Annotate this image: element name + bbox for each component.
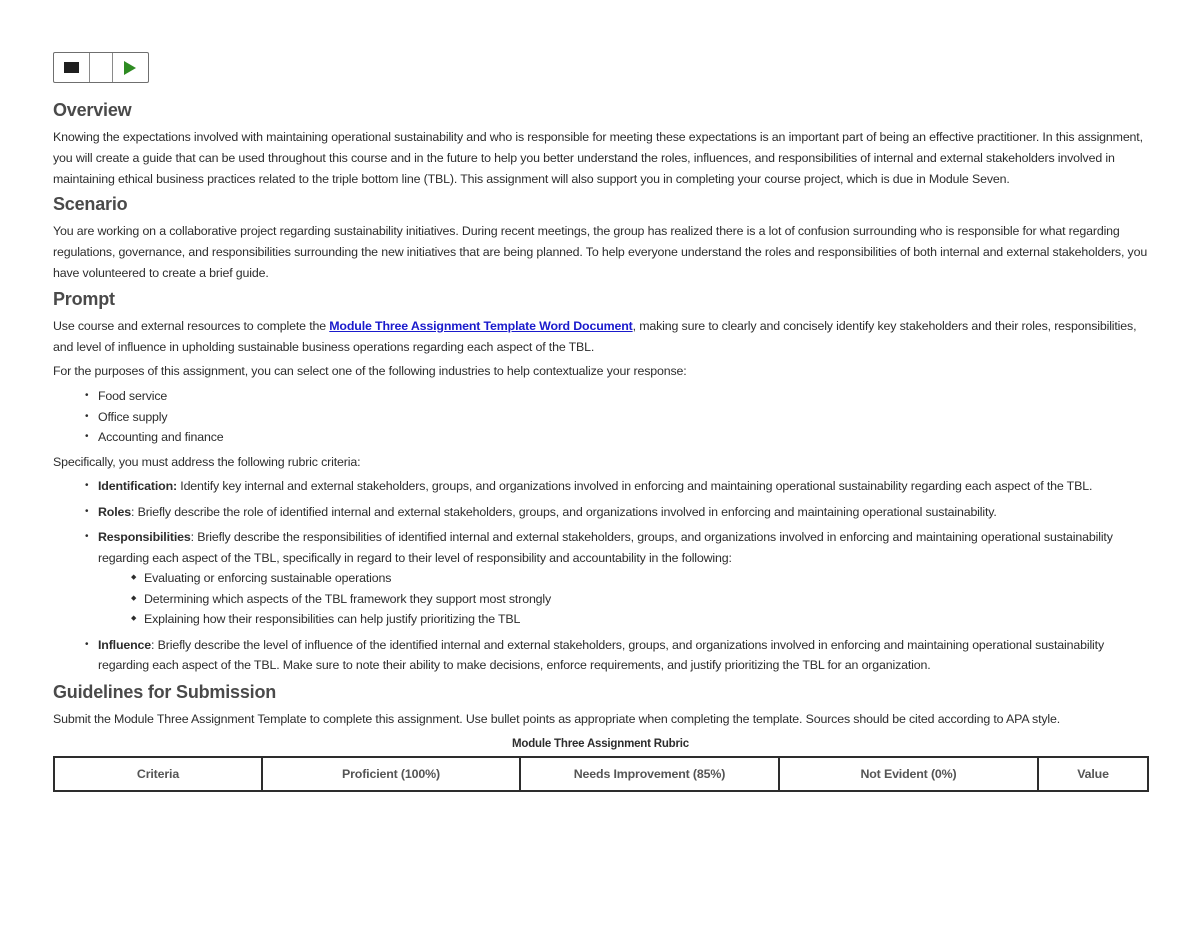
play-icon — [124, 61, 136, 75]
criterion-text: : Briefly describe the role of identified internal and external stakeholders, groups, and organizations involved in enforcing and maintaining operational sustainability. — [131, 504, 997, 519]
criterion-roles — [98, 502, 1148, 523]
criterion-text: Identify key internal and external stakeholders, groups, and organizations involved in enforcing and maintaining operational sustainability regarding each aspect of the TBL. — [176, 479, 1093, 494]
criterion-label: Influence — [98, 637, 152, 652]
criteria-intro: Specifically, you must address the following rubric criteria: — [53, 454, 361, 469]
table-header-row — [54, 757, 1148, 791]
play-button[interactable] — [113, 53, 148, 82]
overview-heading: Overview — [53, 100, 132, 120]
criterion-label: Responsibilities — [98, 530, 191, 545]
criterion-influence — [98, 635, 1148, 676]
overview-text: Knowing the expectations involved with maintaining operational sustainability and who is responsible for meeting these expectations is an important part of being an effective practitioner. In this assignment, you will create a guide that can be used throughout this course and in the future to help you better understand the roles, influences, and responsibilities of internal and external stakeholders involved in maintaining ethical business practices related to the triple bottom line (TBL). This assignment will also support you in completing your course project, which is due in Module Seven. — [53, 130, 1143, 186]
list-item: • Food service — [98, 386, 1148, 407]
rubric-table — [53, 756, 1149, 792]
column-header: Proficient (100%) — [262, 757, 520, 791]
stop-icon — [64, 62, 79, 73]
list-item: • Accounting and finance — [98, 427, 1148, 448]
criterion-text: : Briefly describe the level of influence of the identified internal and external stakeholders, groups, and organizations involved in enforcing and maintaining operational sustainability regarding each aspect of the TBL. Make sure to note their ability to make decisions, enforce requirements, and justify prioritizing the TBL for an organization. — [98, 637, 1104, 673]
template-document-link[interactable]: Module Three Assignment Template Word Document — [329, 318, 633, 333]
scenario-heading: Scenario — [53, 194, 128, 215]
guidelines-heading: Guidelines for Submission — [53, 681, 277, 702]
prompt-intro — [53, 316, 1148, 358]
list-item: ◆ Explaining how their responsibilities can help justify prioritizing the TBL — [144, 609, 1148, 630]
criterion-label: Identification: — [98, 479, 177, 494]
industries-list — [53, 386, 1148, 448]
column-header: Value — [1038, 757, 1148, 791]
media-toolbar — [53, 52, 149, 83]
list-item: ◆ Determining which aspects of the TBL framework they support most strongly — [144, 589, 1148, 610]
industries-intro: For the purposes of this assignment, you can select one of the following industries to help contextualize your response: — [53, 364, 687, 379]
column-header: Needs Improvement (85%) — [520, 757, 779, 791]
prompt-intro-before: Use course and external resources to complete the — [53, 318, 330, 333]
stop-button[interactable] — [54, 53, 90, 82]
column-header: Not Evident (0%) — [779, 757, 1038, 791]
guidelines-text: Submit the Module Three Assignment Template to complete this assignment. Use bullet points as appropriate when completing the template. Sources should be cited according to APA style. — [53, 711, 1061, 726]
criterion-text: : Briefly describe the responsibilities of identified internal and external stakeholders, groups, and organizations involved in enforcing and maintaining operational sustainability regarding each aspect of the TBL, specifically in regard to their level of responsibility and accountability in the following: — [98, 530, 1113, 565]
scenario-text: You are working on a collaborative project regarding sustainability initiatives. During recent meetings, the group has realized there is a lot of confusion surrounding who is responsible for what regarding regulations, governance, and responsibilities surrounding the new initiatives that are being planned. To help everyone understand the roles and responsibilities of both internal and external stakeholders, you have volunteered to create a brief guide. — [53, 224, 1148, 280]
prompt-heading: Prompt — [53, 288, 115, 309]
criterion-identification — [98, 476, 1148, 497]
responsibility-sublist — [98, 568, 1148, 630]
blank-button[interactable] — [90, 53, 113, 82]
prompt-intro-after: , making sure to clearly and concisely identify key stakeholders and their roles, responsibilities, and level of influence in upholding sustainable business operations regarding each aspect of the TBL. — [53, 318, 1137, 354]
criterion-responsibilities — [98, 527, 1148, 630]
column-header: Criteria — [54, 757, 262, 791]
list-item: ◆ Evaluating or enforcing sustainable operations — [144, 568, 1148, 589]
list-item: • Office supply — [98, 407, 1148, 428]
rubric-caption: Module Three Assignment Rubric — [512, 737, 689, 750]
criterion-label: Roles — [98, 504, 131, 519]
criteria-list — [53, 476, 1148, 676]
